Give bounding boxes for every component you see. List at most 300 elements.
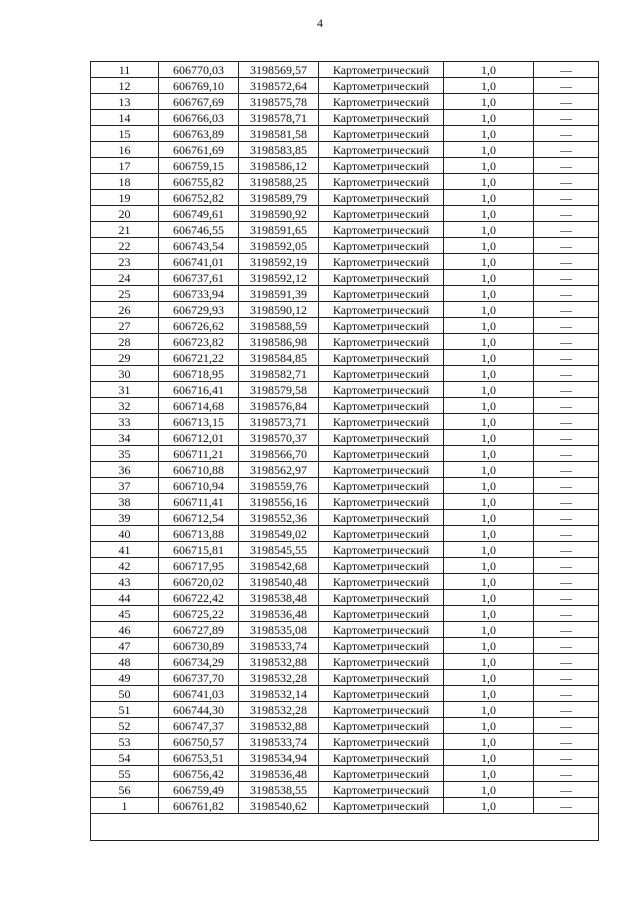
- cell-point-number: 36: [91, 462, 159, 478]
- cell-coord-y: 3198590,12: [239, 302, 319, 318]
- cell-point-number: 53: [91, 734, 159, 750]
- cell-coord-y: 3198532,28: [239, 702, 319, 718]
- cell-method: Картометрический: [319, 174, 444, 190]
- cell-precision: 1,0: [444, 110, 534, 126]
- cell-precision: 1,0: [444, 78, 534, 94]
- cell-coord-y: 3198592,05: [239, 238, 319, 254]
- cell-method: Картометрический: [319, 686, 444, 702]
- cell-coord-y: 3198533,74: [239, 638, 319, 654]
- table-row: [91, 110, 599, 126]
- cell-coord-x: 606747,37: [159, 718, 239, 734]
- cell-method: Картометрический: [319, 558, 444, 574]
- cell-point-number: 46: [91, 622, 159, 638]
- cell-precision: 1,0: [444, 398, 534, 414]
- cell-method: Картометрический: [319, 302, 444, 318]
- cell-coord-x: 606713,88: [159, 526, 239, 542]
- cell-coord-y: 3198575,78: [239, 94, 319, 110]
- cell-method: Картометрический: [319, 142, 444, 158]
- cell-method: Картометрический: [319, 510, 444, 526]
- cell-precision: 1,0: [444, 718, 534, 734]
- cell-coord-x: 606763,89: [159, 126, 239, 142]
- cell-coord-x: 606767,69: [159, 94, 239, 110]
- cell-coord-y: 3198572,64: [239, 78, 319, 94]
- cell-coord-y: 3198590,92: [239, 206, 319, 222]
- table-row: [91, 494, 599, 510]
- cell-coord-y: 3198592,19: [239, 254, 319, 270]
- cell-note: —: [534, 222, 599, 238]
- cell-note: —: [534, 254, 599, 270]
- cell-note: —: [534, 478, 599, 494]
- cell-point-number: 45: [91, 606, 159, 622]
- cell-precision: 1,0: [444, 510, 534, 526]
- cell-precision: 1,0: [444, 430, 534, 446]
- cell-precision: 1,0: [444, 670, 534, 686]
- cell-note: —: [534, 494, 599, 510]
- cell-coord-x: 606712,01: [159, 430, 239, 446]
- cell-precision: 1,0: [444, 638, 534, 654]
- cell-point-number: 41: [91, 542, 159, 558]
- cell-method: Картометрический: [319, 606, 444, 622]
- cell-precision: 1,0: [444, 318, 534, 334]
- cell-coord-x: 606711,41: [159, 494, 239, 510]
- cell-point-number: 15: [91, 126, 159, 142]
- cell-coord-y: 3198583,85: [239, 142, 319, 158]
- cell-method: Картометрический: [319, 126, 444, 142]
- cell-coord-x: 606725,22: [159, 606, 239, 622]
- cell-note: —: [534, 798, 599, 814]
- cell-coord-x: 606713,15: [159, 414, 239, 430]
- cell-precision: 1,0: [444, 750, 534, 766]
- cell-precision: 1,0: [444, 590, 534, 606]
- cell-note: —: [534, 622, 599, 638]
- cell-point-number: 29: [91, 350, 159, 366]
- cell-point-number: 19: [91, 190, 159, 206]
- cell-coord-y: 3198538,48: [239, 590, 319, 606]
- cell-precision: 1,0: [444, 382, 534, 398]
- cell-point-number: 28: [91, 334, 159, 350]
- cell-precision: 1,0: [444, 350, 534, 366]
- cell-method: Картометрический: [319, 398, 444, 414]
- table-row: [91, 446, 599, 462]
- cell-coord-y: 3198589,79: [239, 190, 319, 206]
- cell-method: Картометрический: [319, 430, 444, 446]
- cell-coord-y: 3198581,58: [239, 126, 319, 142]
- cell-method: Картометрический: [319, 542, 444, 558]
- cell-precision: 1,0: [444, 366, 534, 382]
- cell-note: —: [534, 238, 599, 254]
- cell-coord-x: 606750,57: [159, 734, 239, 750]
- cell-method: Картометрический: [319, 270, 444, 286]
- cell-point-number: 38: [91, 494, 159, 510]
- cell-method: Картометрический: [319, 238, 444, 254]
- cell-coord-y: 3198591,39: [239, 286, 319, 302]
- cell-note: —: [534, 606, 599, 622]
- cell-coord-x: 606712,54: [159, 510, 239, 526]
- cell-coord-x: 606717,95: [159, 558, 239, 574]
- cell-coord-y: 3198552,36: [239, 510, 319, 526]
- cell-coord-y: 3198569,57: [239, 62, 319, 78]
- cell-coord-x: 606749,61: [159, 206, 239, 222]
- cell-method: Картометрический: [319, 206, 444, 222]
- cell-method: Картометрический: [319, 766, 444, 782]
- table-row: [91, 462, 599, 478]
- cell-coord-x: 606710,94: [159, 478, 239, 494]
- cell-point-number: 32: [91, 398, 159, 414]
- cell-coord-x: 606720,02: [159, 574, 239, 590]
- cell-coord-y: 3198536,48: [239, 766, 319, 782]
- cell-coord-y: 3198566,70: [239, 446, 319, 462]
- cell-note: —: [534, 734, 599, 750]
- cell-note: —: [534, 558, 599, 574]
- cell-note: —: [534, 174, 599, 190]
- page-number: 4: [317, 16, 323, 30]
- cell-note: —: [534, 62, 599, 78]
- cell-precision: 1,0: [444, 462, 534, 478]
- cell-method: Картометрический: [319, 414, 444, 430]
- table-row: [91, 526, 599, 542]
- cell-precision: 1,0: [444, 94, 534, 110]
- cell-note: —: [534, 382, 599, 398]
- cell-note: —: [534, 366, 599, 382]
- cell-method: Картометрический: [319, 734, 444, 750]
- cell-point-number: 31: [91, 382, 159, 398]
- cell-point-number: 47: [91, 638, 159, 654]
- cell-note: —: [534, 270, 599, 286]
- cell-method: Картометрический: [319, 638, 444, 654]
- cell-coord-y: 3198586,98: [239, 334, 319, 350]
- cell-point-number: 56: [91, 782, 159, 798]
- cell-precision: 1,0: [444, 526, 534, 542]
- cell-precision: 1,0: [444, 414, 534, 430]
- cell-point-number: 52: [91, 718, 159, 734]
- table-row: [91, 638, 599, 654]
- cell-method: Картометрический: [319, 382, 444, 398]
- table-row: [91, 190, 599, 206]
- table-row: [91, 350, 599, 366]
- cell-coord-y: 3198592,12: [239, 270, 319, 286]
- cell-method: Картометрический: [319, 254, 444, 270]
- cell-coord-x: 606710,88: [159, 462, 239, 478]
- cell-precision: 1,0: [444, 190, 534, 206]
- cell-coord-y: 3198576,84: [239, 398, 319, 414]
- cell-precision: 1,0: [444, 286, 534, 302]
- cell-point-number: 37: [91, 478, 159, 494]
- cell-note: —: [534, 414, 599, 430]
- cell-coord-y: 3198542,68: [239, 558, 319, 574]
- table-row: [91, 478, 599, 494]
- cell-note: —: [534, 654, 599, 670]
- coordinates-table: [90, 61, 599, 841]
- cell-coord-x: 606726,62: [159, 318, 239, 334]
- cell-note: —: [534, 398, 599, 414]
- cell-precision: 1,0: [444, 222, 534, 238]
- cell-coord-y: 3198532,88: [239, 718, 319, 734]
- cell-note: —: [534, 126, 599, 142]
- table-footer-cell: [91, 814, 599, 841]
- cell-method: Картометрический: [319, 526, 444, 542]
- cell-precision: 1,0: [444, 270, 534, 286]
- cell-coord-y: 3198532,28: [239, 670, 319, 686]
- cell-note: —: [534, 750, 599, 766]
- cell-note: —: [534, 510, 599, 526]
- cell-point-number: 1: [91, 798, 159, 814]
- table-row: [91, 590, 599, 606]
- cell-precision: 1,0: [444, 654, 534, 670]
- table-row: [91, 606, 599, 622]
- cell-note: —: [534, 718, 599, 734]
- cell-coord-x: 606730,89: [159, 638, 239, 654]
- cell-point-number: 22: [91, 238, 159, 254]
- table-row: [91, 558, 599, 574]
- cell-point-number: 42: [91, 558, 159, 574]
- cell-coord-x: 606721,22: [159, 350, 239, 366]
- cell-point-number: 51: [91, 702, 159, 718]
- cell-coord-x: 606733,94: [159, 286, 239, 302]
- cell-coord-y: 3198559,76: [239, 478, 319, 494]
- cell-method: Картометрический: [319, 286, 444, 302]
- table-row: [91, 206, 599, 222]
- cell-method: Картометрический: [319, 318, 444, 334]
- cell-precision: 1,0: [444, 478, 534, 494]
- cell-precision: 1,0: [444, 494, 534, 510]
- cell-note: —: [534, 782, 599, 798]
- cell-precision: 1,0: [444, 302, 534, 318]
- cell-method: Картометрический: [319, 654, 444, 670]
- cell-coord-x: 606756,42: [159, 766, 239, 782]
- cell-note: —: [534, 542, 599, 558]
- table-row: [91, 734, 599, 750]
- cell-note: —: [534, 190, 599, 206]
- cell-coord-x: 606737,70: [159, 670, 239, 686]
- cell-note: —: [534, 686, 599, 702]
- cell-coord-x: 606759,15: [159, 158, 239, 174]
- cell-coord-y: 3198540,48: [239, 574, 319, 590]
- cell-coord-x: 606737,61: [159, 270, 239, 286]
- cell-note: —: [534, 574, 599, 590]
- cell-coord-x: 606734,29: [159, 654, 239, 670]
- table-row: [91, 158, 599, 174]
- cell-point-number: 25: [91, 286, 159, 302]
- cell-precision: 1,0: [444, 238, 534, 254]
- cell-precision: 1,0: [444, 702, 534, 718]
- table-row: [91, 750, 599, 766]
- cell-precision: 1,0: [444, 686, 534, 702]
- cell-point-number: 44: [91, 590, 159, 606]
- cell-method: Картометрический: [319, 94, 444, 110]
- cell-coord-y: 3198535,08: [239, 622, 319, 638]
- cell-coord-y: 3198584,85: [239, 350, 319, 366]
- table-row: [91, 798, 599, 814]
- table-row: [91, 398, 599, 414]
- cell-coord-y: 3198579,58: [239, 382, 319, 398]
- cell-method: Картометрический: [319, 590, 444, 606]
- table-row: [91, 654, 599, 670]
- cell-coord-y: 3198556,16: [239, 494, 319, 510]
- cell-note: —: [534, 526, 599, 542]
- cell-note: —: [534, 94, 599, 110]
- cell-coord-x: 606714,68: [159, 398, 239, 414]
- cell-point-number: 20: [91, 206, 159, 222]
- cell-note: —: [534, 142, 599, 158]
- table-row: [91, 414, 599, 430]
- cell-precision: 1,0: [444, 62, 534, 78]
- cell-precision: 1,0: [444, 782, 534, 798]
- table-row: [91, 318, 599, 334]
- cell-note: —: [534, 334, 599, 350]
- cell-point-number: 24: [91, 270, 159, 286]
- cell-method: Картометрический: [319, 478, 444, 494]
- cell-coord-x: 606715,81: [159, 542, 239, 558]
- table-row: [91, 430, 599, 446]
- cell-point-number: 54: [91, 750, 159, 766]
- cell-coord-y: 3198570,37: [239, 430, 319, 446]
- cell-coord-x: 606770,03: [159, 62, 239, 78]
- cell-point-number: 11: [91, 62, 159, 78]
- cell-coord-x: 606743,54: [159, 238, 239, 254]
- cell-note: —: [534, 590, 599, 606]
- cell-method: Картометрический: [319, 670, 444, 686]
- cell-method: Картометрический: [319, 366, 444, 382]
- cell-coord-x: 606723,82: [159, 334, 239, 350]
- cell-coord-x: 606759,49: [159, 782, 239, 798]
- cell-point-number: 48: [91, 654, 159, 670]
- cell-coord-y: 3198578,71: [239, 110, 319, 126]
- cell-note: —: [534, 318, 599, 334]
- table-row: [91, 174, 599, 190]
- cell-coord-x: 606752,82: [159, 190, 239, 206]
- table-row: [91, 238, 599, 254]
- table-row: [91, 542, 599, 558]
- cell-coord-y: 3198549,02: [239, 526, 319, 542]
- table-row: [91, 686, 599, 702]
- cell-coord-x: 606718,95: [159, 366, 239, 382]
- cell-precision: 1,0: [444, 334, 534, 350]
- cell-method: Картометрический: [319, 190, 444, 206]
- cell-method: Картометрический: [319, 798, 444, 814]
- cell-precision: 1,0: [444, 206, 534, 222]
- table-row: [91, 382, 599, 398]
- cell-precision: 1,0: [444, 542, 534, 558]
- cell-point-number: 35: [91, 446, 159, 462]
- cell-method: Картометрический: [319, 782, 444, 798]
- table-row: [91, 270, 599, 286]
- cell-coord-y: 3198532,14: [239, 686, 319, 702]
- cell-method: Картометрический: [319, 78, 444, 94]
- coordinates-table-body: [91, 62, 599, 841]
- cell-note: —: [534, 350, 599, 366]
- cell-coord-y: 3198532,88: [239, 654, 319, 670]
- cell-note: —: [534, 766, 599, 782]
- cell-precision: 1,0: [444, 254, 534, 270]
- table-row: [91, 126, 599, 142]
- cell-note: —: [534, 638, 599, 654]
- cell-method: Картометрический: [319, 574, 444, 590]
- cell-coord-x: 606722,42: [159, 590, 239, 606]
- table-row: [91, 94, 599, 110]
- table-row: [91, 222, 599, 238]
- cell-precision: 1,0: [444, 142, 534, 158]
- cell-coord-y: 3198534,94: [239, 750, 319, 766]
- cell-coord-x: 606711,21: [159, 446, 239, 462]
- cell-precision: 1,0: [444, 558, 534, 574]
- cell-method: Картометрический: [319, 62, 444, 78]
- cell-point-number: 27: [91, 318, 159, 334]
- cell-coord-x: 606729,93: [159, 302, 239, 318]
- table-row: [91, 718, 599, 734]
- cell-point-number: 30: [91, 366, 159, 382]
- cell-note: —: [534, 462, 599, 478]
- cell-point-number: 39: [91, 510, 159, 526]
- cell-point-number: 40: [91, 526, 159, 542]
- cell-point-number: 43: [91, 574, 159, 590]
- cell-point-number: 26: [91, 302, 159, 318]
- cell-point-number: 16: [91, 142, 159, 158]
- cell-note: —: [534, 430, 599, 446]
- cell-point-number: 33: [91, 414, 159, 430]
- table-row: [91, 62, 599, 78]
- table-row: [91, 302, 599, 318]
- cell-precision: 1,0: [444, 158, 534, 174]
- cell-coord-x: 606761,69: [159, 142, 239, 158]
- cell-method: Картометрический: [319, 334, 444, 350]
- cell-coord-y: 3198591,65: [239, 222, 319, 238]
- table-row: [91, 622, 599, 638]
- cell-coord-y: 3198540,62: [239, 798, 319, 814]
- cell-point-number: 12: [91, 78, 159, 94]
- cell-precision: 1,0: [444, 606, 534, 622]
- cell-precision: 1,0: [444, 798, 534, 814]
- table-row: [91, 142, 599, 158]
- cell-coord-y: 3198536,48: [239, 606, 319, 622]
- table-row: [91, 670, 599, 686]
- cell-note: —: [534, 206, 599, 222]
- cell-point-number: 21: [91, 222, 159, 238]
- cell-precision: 1,0: [444, 446, 534, 462]
- cell-coord-x: 606761,82: [159, 798, 239, 814]
- cell-precision: 1,0: [444, 174, 534, 190]
- cell-note: —: [534, 670, 599, 686]
- cell-point-number: 49: [91, 670, 159, 686]
- table-footer-row: [91, 814, 599, 841]
- cell-coord-x: 606753,51: [159, 750, 239, 766]
- cell-coord-y: 3198573,71: [239, 414, 319, 430]
- cell-coord-x: 606744,30: [159, 702, 239, 718]
- cell-method: Картометрический: [319, 702, 444, 718]
- cell-method: Картометрический: [319, 446, 444, 462]
- cell-precision: 1,0: [444, 734, 534, 750]
- cell-method: Картометрический: [319, 718, 444, 734]
- cell-method: Картометрический: [319, 494, 444, 510]
- cell-coord-y: 3198562,97: [239, 462, 319, 478]
- cell-coord-x: 606716,41: [159, 382, 239, 398]
- cell-coord-y: 3198545,55: [239, 542, 319, 558]
- cell-coord-x: 606741,01: [159, 254, 239, 270]
- cell-coord-x: 606741,03: [159, 686, 239, 702]
- table-row: [91, 766, 599, 782]
- cell-method: Картометрический: [319, 110, 444, 126]
- cell-precision: 1,0: [444, 126, 534, 142]
- table-row: [91, 334, 599, 350]
- table-row: [91, 286, 599, 302]
- cell-coord-y: 3198533,74: [239, 734, 319, 750]
- cell-coord-x: 606766,03: [159, 110, 239, 126]
- cell-note: —: [534, 110, 599, 126]
- cell-note: —: [534, 78, 599, 94]
- cell-coord-y: 3198588,59: [239, 318, 319, 334]
- cell-point-number: 13: [91, 94, 159, 110]
- cell-method: Картометрический: [319, 350, 444, 366]
- cell-precision: 1,0: [444, 766, 534, 782]
